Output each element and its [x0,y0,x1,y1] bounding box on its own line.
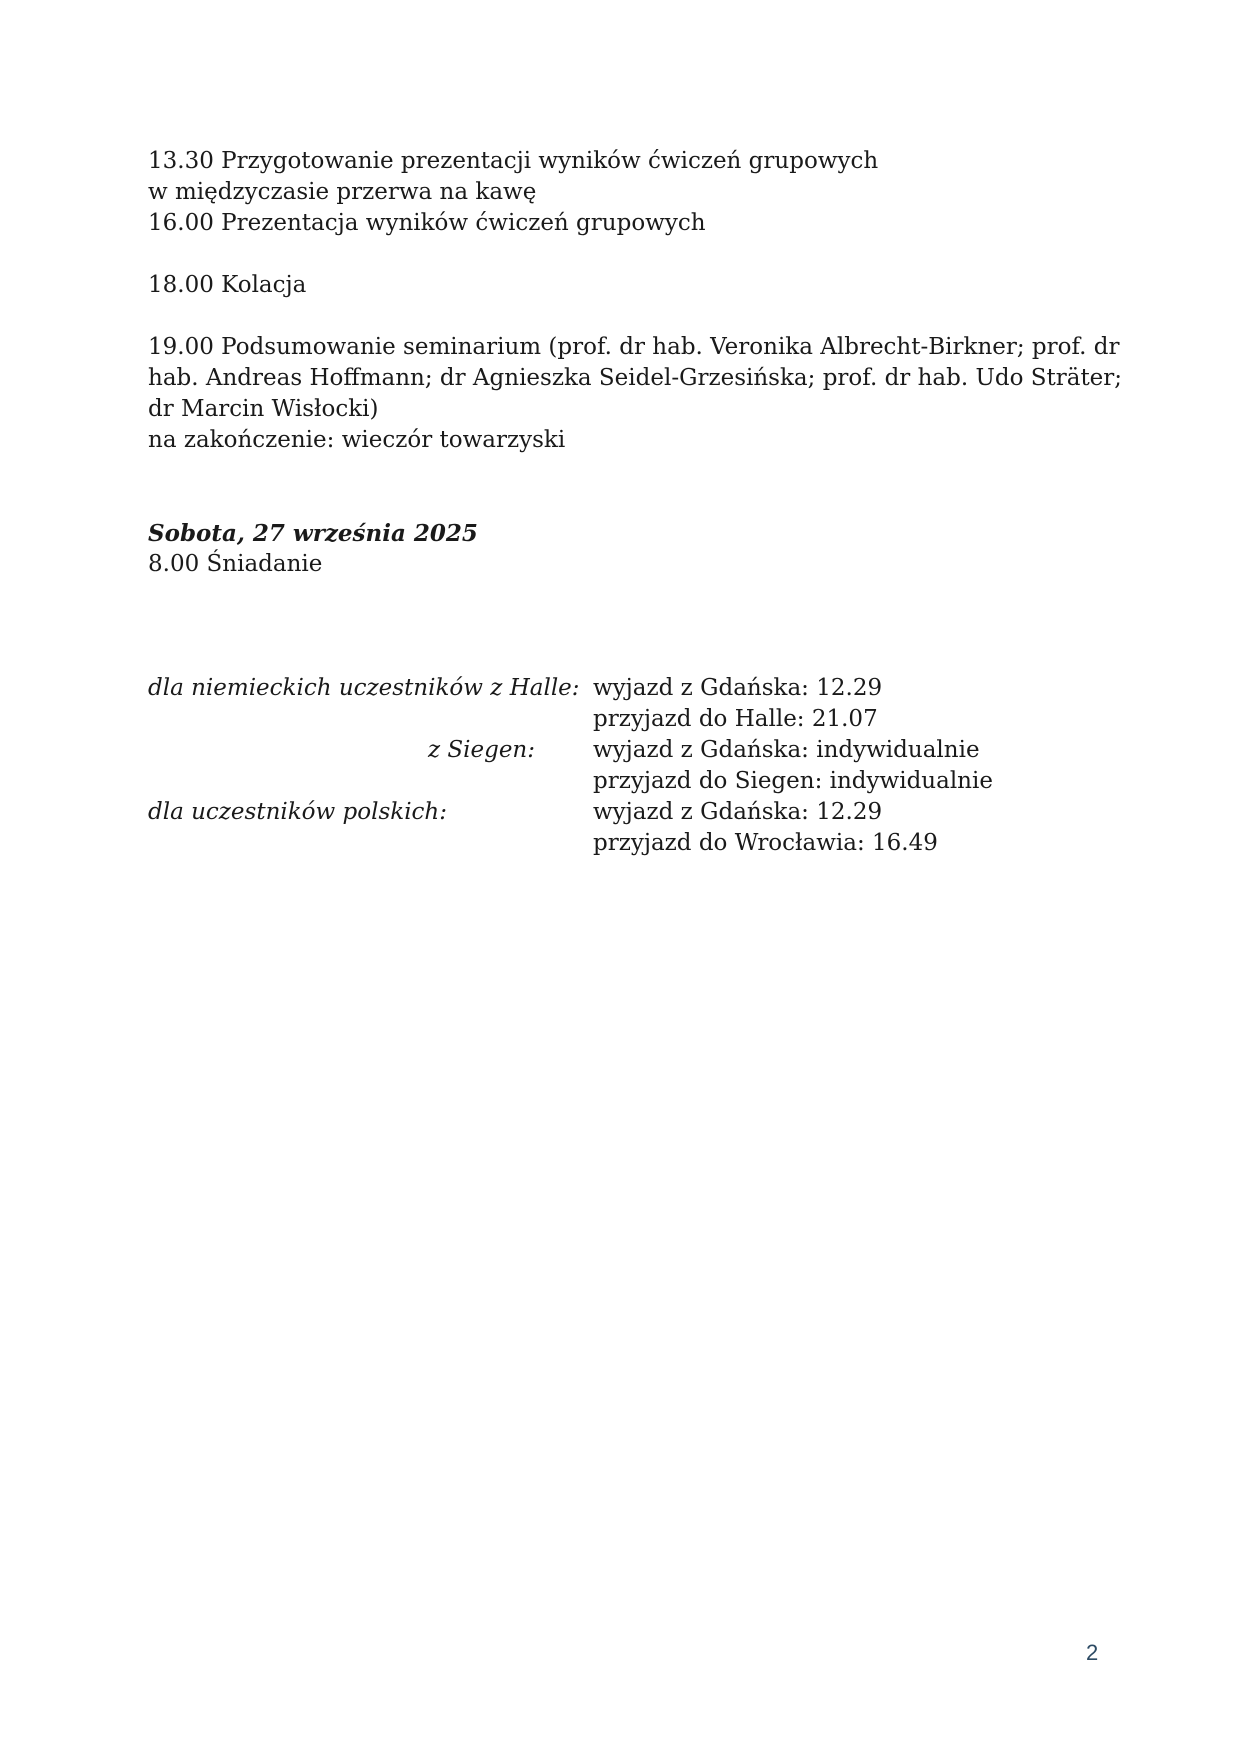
travel-siegen-arrive: przyjazd do Siegen: indywidualnie [593,768,993,794]
page-number: 2 [1086,1640,1099,1665]
summary-line-2: hab. Andreas Hoffmann; dr Agnieszka Seidel-Grzesińska; prof. dr hab. Udo Sträter; [148,365,1123,391]
schedule-item-dinner: 18.00 Kolacja [148,272,307,298]
schedule-item-coffee-break: w międzyczasie przerwa na kawę [148,179,537,205]
schedule-item-1330: 13.30 Przygotowanie prezentacji wyników ćwiczeń grupowych [148,148,879,174]
travel-siegen-depart: wyjazd z Gdańska: indywidualnie [593,737,980,763]
document-page [148,146,1123,859]
travel-polish-depart: wyjazd z Gdańska: 12.29 [593,799,883,825]
travel-table [148,673,1098,859]
travel-label-german-siegen: z Siegen: [427,737,535,763]
saturday-heading: Sobota, 27 września 2025 [148,520,478,547]
schedule-item-1600: 16.00 Prezentacja wyników ćwiczeń grupowych [148,210,706,236]
travel-label-german-halle: dla niemieckich uczestników z Halle: [148,675,580,701]
travel-halle-arrive: przyjazd do Halle: 21.07 [593,706,878,732]
travel-halle-depart: wyjazd z Gdańska: 12.29 [593,675,883,701]
saturday-breakfast: 8.00 Śniadanie [148,551,323,577]
summary-line-1: 19.00 Podsumowanie seminarium (prof. dr hab. Veronika Albrecht-Birkner; prof. dr [148,334,1120,360]
summary-line-4: na zakończenie: wieczór towarzyski [148,427,566,453]
travel-polish-arrive: przyjazd do Wrocławia: 16.49 [593,830,938,856]
summary-line-3: dr Marcin Wisłocki) [148,396,379,422]
travel-label-polish: dla uczestników polskich: [148,799,447,825]
